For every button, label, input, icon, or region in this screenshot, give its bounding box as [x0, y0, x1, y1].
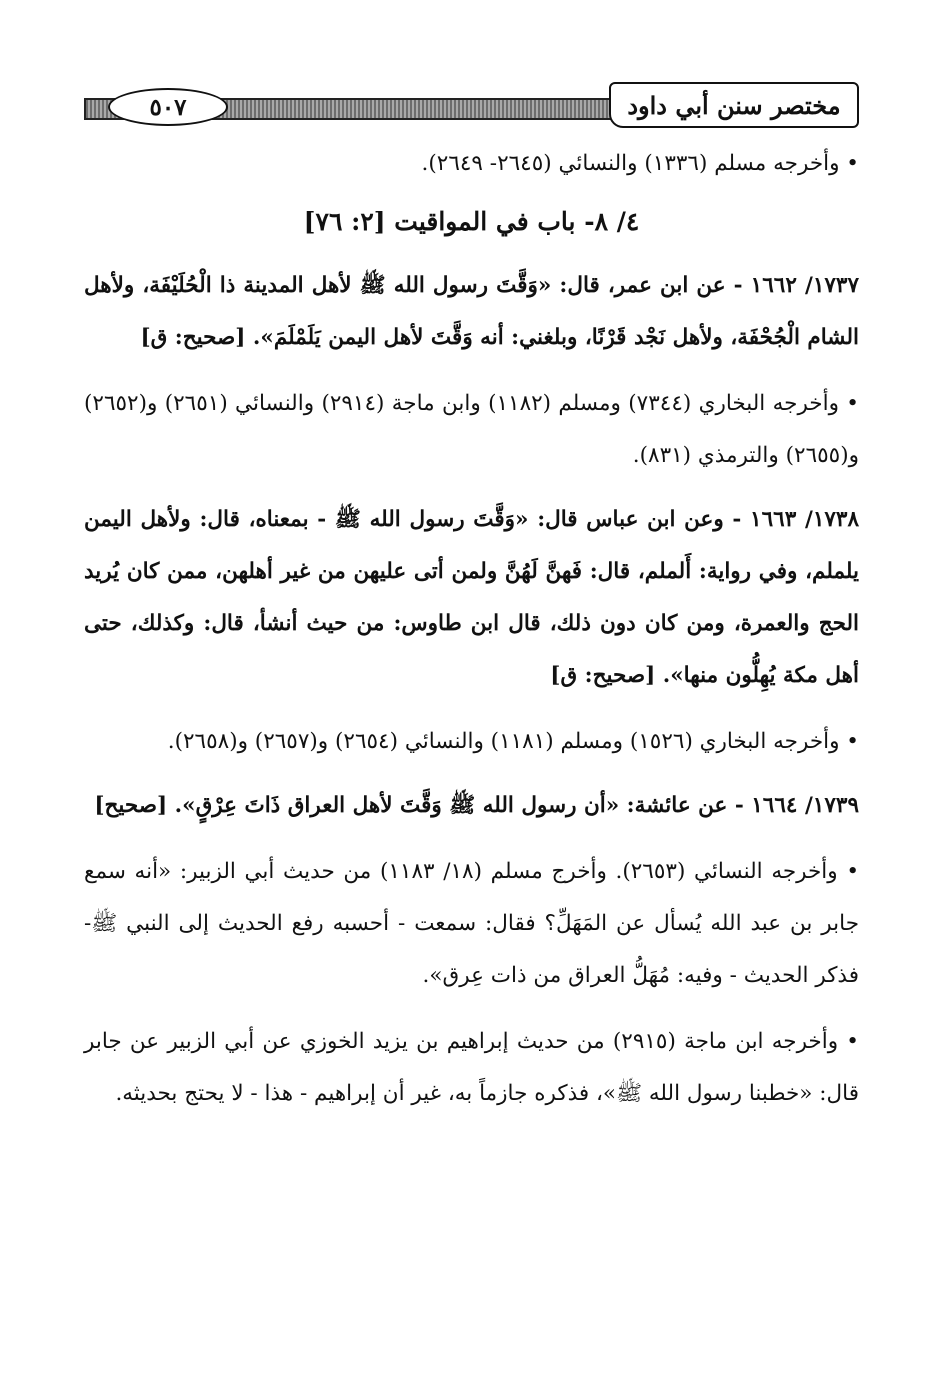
hadith-1737: ١٧٣٧/ ١٦٦٢ - عن ابن عمر، قال: «وَقَّتَ رسول الله ﷺ لأهل المدينة ذا الْحُلَيْفَة، ولأهل الشام الْجُحْفَة، ولأهل نَجْد قَرْنًا، وبلغني: أنه وَقَّتَ لأهل اليمن يَلَمْلَمَ». [صحيح: ق]: [84, 273, 860, 350]
page-header: [84, 88, 859, 128]
book-title: مختصر سنن أبي داود: [609, 82, 859, 128]
takhrij-note-1737: • وأخرجه البخاري (٧٣٤٤) ومسلم (١١٨٢) وابن ماجة (٢٩١٤) والنسائي (٢٦٥١) و(٢٦٥٢) و(٢٦٥٥) والترمذي (٨٣١).: [84, 391, 859, 468]
hadith-1738: ١٧٣٨/ ١٦٦٣ - وعن ابن عباس قال: «وَقَّتَ رسول الله ﷺ - بمعناه، قال: ولأهل اليمن يلملم، وفي رواية: أَلملم، قال: فَهنَّ لَهُنَّ ولمن أتى عليهن من غير أهلهن، ممن كان يُريد الحج والعمرة، ومن كان دون ذلك، قال ابن طاوس: من حيث أنشأ، قال: وكذلك، حتى أهل مكة يُهِلُّون منها». [صحيح: ق]: [84, 507, 860, 688]
page-number: ٥٠٧: [108, 88, 228, 126]
page-body: [84, 138, 859, 1120]
takhrij-note-1738: • وأخرجه البخاري (١٥٢٦) ومسلم (١١٨١) والنسائي (٢٦٥٤) و(٢٦٥٧) و(٢٦٥٨).: [167, 729, 859, 754]
chapter-heading: ٤/ ٨- باب في المواقيت [٢: ٧٦]: [303, 207, 640, 236]
takhrij-note-previous: • وأخرجه مسلم (١٣٣٦) والنسائي (٢٦٤٥- ٢٦٤٩).: [421, 151, 859, 176]
hadith-1739: ١٧٣٩/ ١٦٦٤ - عن عائشة: «أن رسول الله ﷺ وَقَّتَ لأهل العراق ذَاتَ عِرْقٍ». [صحيح]: [94, 793, 859, 818]
takhrij-note-1739-ibn-majah: • وأخرجه ابن ماجة (٢٩١٥) من حديث إبراهيم بن يزيد الخوزي عن أبي الزبير عن جابر قال: «خطبنا رسول الله ﷺ»، فذكره جازماً به، غير أن إبراهيم - هذا - لا يحتج بحديثه.: [84, 1029, 859, 1106]
takhrij-note-1739-muslim: • وأخرجه النسائي (٢٦٥٣). وأخرج مسلم (١٨/ ١١٨٣) من حديث أبي الزبير: «أنه سمع جابر بن عبد الله يُسأل عن المَهَلِّ؟ فقال: سمعت - أحسبه رفع الحديث إلى النبي ﷺ- فذكر الحديث - وفيه: مُهَلُّ العراق من ذات عِرق».: [84, 859, 859, 988]
